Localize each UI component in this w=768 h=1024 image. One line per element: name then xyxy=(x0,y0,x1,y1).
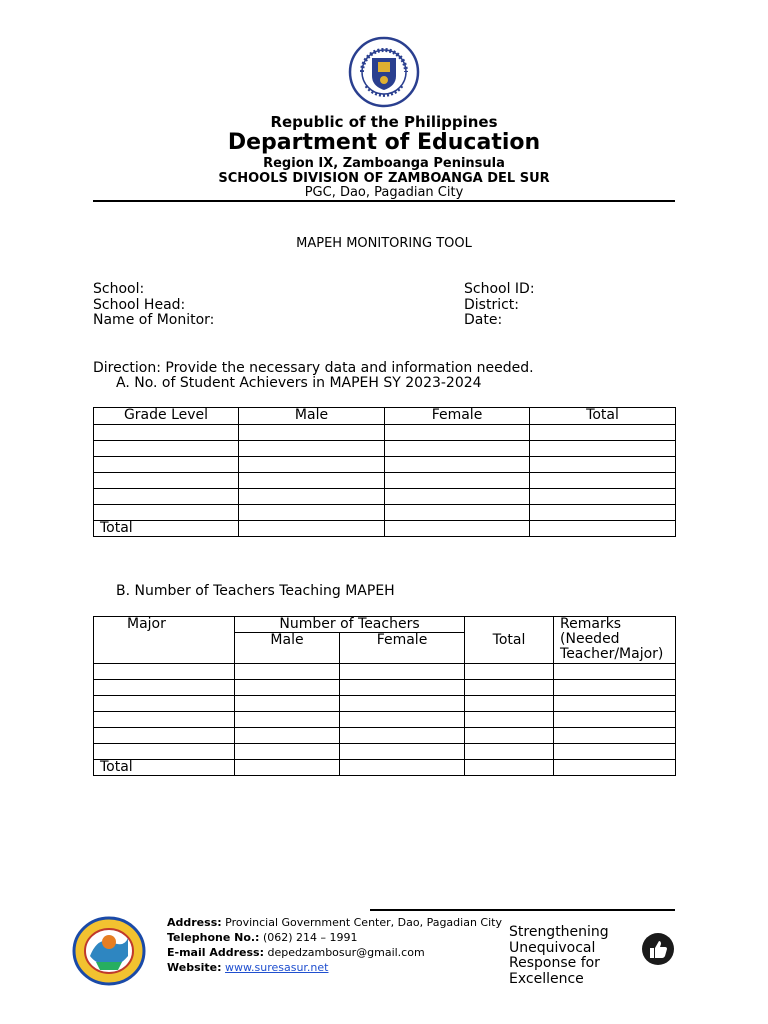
deped-seal-icon xyxy=(348,36,420,108)
table-cell[interactable] xyxy=(340,696,465,712)
table-cell[interactable] xyxy=(235,712,340,728)
footer-address xyxy=(167,915,502,930)
table-cell[interactable] xyxy=(340,728,465,744)
info-right xyxy=(464,282,535,329)
website-label: Website: xyxy=(167,961,222,974)
footer-contact xyxy=(167,915,502,975)
table-cell[interactable] xyxy=(94,425,239,441)
remarks-line-3: Teacher/Major) xyxy=(560,646,664,662)
table-cell[interactable] xyxy=(340,760,465,776)
table-cell[interactable] xyxy=(385,521,530,537)
school-head-label: School Head: xyxy=(93,296,186,313)
email-value: depedzambosur@gmail.com xyxy=(267,946,425,959)
table-cell[interactable] xyxy=(530,505,676,521)
table-cell[interactable] xyxy=(94,664,235,680)
table-row xyxy=(94,744,676,760)
tagline-line-3: Response for xyxy=(509,955,600,971)
table-cell[interactable] xyxy=(530,457,676,473)
table-cell[interactable] xyxy=(465,696,554,712)
table-cell[interactable] xyxy=(94,744,235,760)
header-divider xyxy=(93,200,675,202)
table-cell[interactable] xyxy=(235,696,340,712)
email-label: E-mail Address: xyxy=(167,946,264,959)
footer-website xyxy=(167,960,502,975)
table-cell[interactable] xyxy=(554,696,676,712)
table-header-row xyxy=(94,408,676,425)
table-row xyxy=(94,680,676,696)
remarks-line-2: (Needed xyxy=(560,631,620,647)
table-cell[interactable] xyxy=(465,664,554,680)
table-cell[interactable] xyxy=(554,744,676,760)
table-cell[interactable] xyxy=(239,521,385,537)
table-cell[interactable] xyxy=(530,489,676,505)
document-title: MAPEH MONITORING TOOL xyxy=(296,236,472,251)
header-female: Female xyxy=(385,408,530,425)
table-cell[interactable] xyxy=(340,712,465,728)
table-cell[interactable] xyxy=(530,521,676,537)
table-cell[interactable] xyxy=(554,728,676,744)
table-cell[interactable] xyxy=(239,425,385,441)
office-address: PGC, Dao, Pagadian City xyxy=(304,185,464,200)
table-cell[interactable] xyxy=(94,489,239,505)
table-cell[interactable] xyxy=(465,744,554,760)
table-cell[interactable] xyxy=(239,457,385,473)
table-row xyxy=(94,712,676,728)
header-male: Male xyxy=(235,633,340,664)
table-cell[interactable] xyxy=(385,473,530,489)
table-cell[interactable] xyxy=(340,664,465,680)
table-cell[interactable] xyxy=(340,680,465,696)
table-cell[interactable] xyxy=(465,712,554,728)
table-cell[interactable] xyxy=(385,457,530,473)
phone-value: (062) 214 – 1991 xyxy=(262,931,358,944)
total-row xyxy=(94,521,676,537)
address-value: Provincial Government Center, Dao, Pagadian City xyxy=(225,916,502,929)
region-name: Region IX, Zamboanga Peninsula xyxy=(263,156,505,171)
table-cell[interactable] xyxy=(235,664,340,680)
table-cell[interactable] xyxy=(530,425,676,441)
table-cell[interactable] xyxy=(94,728,235,744)
table-row xyxy=(94,505,676,521)
header-total: Total xyxy=(465,617,554,664)
table-row xyxy=(94,664,676,680)
table-row xyxy=(94,457,676,473)
total-label: Total xyxy=(94,521,239,537)
table-cell[interactable] xyxy=(385,425,530,441)
footer-phone xyxy=(167,930,502,945)
footer-email xyxy=(167,945,502,960)
table-cell[interactable] xyxy=(465,680,554,696)
header-male: Male xyxy=(239,408,385,425)
table-cell[interactable] xyxy=(554,664,676,680)
tagline-line-1: Strengthening xyxy=(509,925,609,940)
tagline-line-4: Excellence xyxy=(509,970,584,983)
table-cell[interactable] xyxy=(94,473,239,489)
direction-text: Direction: Provide the necessary data and information needed. xyxy=(93,360,534,376)
table-cell[interactable] xyxy=(94,505,239,521)
total-row xyxy=(94,760,676,776)
header-female: Female xyxy=(340,633,465,664)
table-row xyxy=(94,728,676,744)
table-header-row xyxy=(94,617,676,633)
date-label: Date: xyxy=(464,312,503,328)
tagline-line-2: Unequivocal xyxy=(509,939,596,956)
table-cell[interactable] xyxy=(465,760,554,776)
header-grade-level: Grade Level xyxy=(94,408,239,425)
table-cell[interactable] xyxy=(235,728,340,744)
table-cell[interactable] xyxy=(554,760,676,776)
teachers-table xyxy=(93,616,676,776)
table-cell[interactable] xyxy=(530,473,676,489)
section-b-label: B. Number of Teachers Teaching MAPEH xyxy=(116,583,395,599)
table-cell[interactable] xyxy=(239,473,385,489)
table-row xyxy=(94,696,676,712)
table-cell[interactable] xyxy=(465,728,554,744)
table-cell[interactable] xyxy=(239,489,385,505)
table-cell[interactable] xyxy=(94,457,239,473)
header-total: Total xyxy=(530,408,676,425)
table-cell[interactable] xyxy=(385,505,530,521)
table-cell[interactable] xyxy=(235,760,340,776)
table-cell[interactable] xyxy=(94,441,239,457)
section-a-label: A. No. of Student Achievers in MAPEH SY 2023-2024 xyxy=(116,375,482,391)
table-row xyxy=(94,441,676,457)
table-cell[interactable] xyxy=(385,441,530,457)
table-cell[interactable] xyxy=(530,441,676,457)
table-cell[interactable] xyxy=(340,744,465,760)
student-achievers-table xyxy=(93,407,676,537)
table-cell[interactable] xyxy=(239,505,385,521)
remarks-line-1: Remarks xyxy=(560,616,622,632)
table-row xyxy=(94,425,676,441)
info-left xyxy=(93,282,214,329)
footer-divider xyxy=(370,909,675,911)
header-major: Major xyxy=(94,617,235,664)
table-cell[interactable] xyxy=(94,680,235,696)
agency-name: Department of Education xyxy=(227,130,541,155)
table-cell[interactable] xyxy=(235,744,340,760)
school-label: School: xyxy=(93,281,145,297)
table-cell[interactable] xyxy=(554,680,676,696)
footer-tagline xyxy=(509,925,629,983)
school-id-label: School ID: xyxy=(464,281,535,297)
division-logo-icon xyxy=(72,916,146,986)
header-number-of-teachers: Number of Teachers xyxy=(235,617,465,633)
address-label: Address: xyxy=(167,916,222,929)
division-name: SCHOOLS DIVISION OF ZAMBOANGA DEL SUR xyxy=(218,171,550,186)
country-name: Republic of the Philippines xyxy=(270,113,498,131)
website-link[interactable]: www.suresasur.net xyxy=(225,961,329,974)
table-cell[interactable] xyxy=(239,441,385,457)
header-remarks xyxy=(554,617,676,664)
total-label: Total xyxy=(94,760,235,776)
table-cell[interactable] xyxy=(554,712,676,728)
table-row xyxy=(94,489,676,505)
table-cell[interactable] xyxy=(94,696,235,712)
table-cell[interactable] xyxy=(94,712,235,728)
table-cell[interactable] xyxy=(385,489,530,505)
sure-thumbs-up-icon xyxy=(641,932,675,966)
table-cell[interactable] xyxy=(235,680,340,696)
table-row xyxy=(94,473,676,489)
phone-label: Telephone No.: xyxy=(167,931,260,944)
monitor-name-label: Name of Monitor: xyxy=(93,312,215,328)
district-label: District: xyxy=(464,296,520,313)
